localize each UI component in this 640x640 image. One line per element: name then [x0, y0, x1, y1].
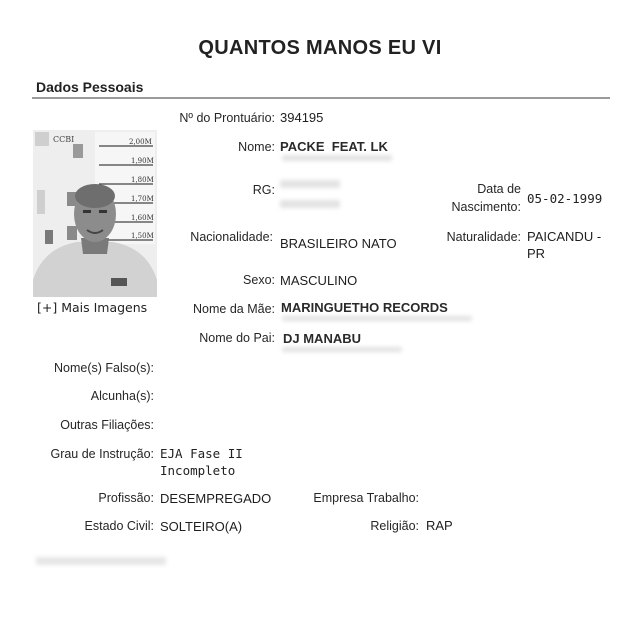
- naturalidade-value: PR: [527, 246, 546, 261]
- religiao-label: Religião:: [370, 519, 419, 533]
- profissao-value: DESEMPREGADO: [160, 491, 272, 506]
- naturalidade-value: PAICANDU -: [527, 229, 602, 244]
- grau-instrucao-label: Grau de Instrução:: [50, 447, 154, 461]
- scale-mark: 1,50M: [131, 232, 154, 240]
- nome-pai-value: DJ MANABU: [283, 331, 361, 346]
- estado-civil-value: SOLTEIRO(A): [160, 519, 243, 534]
- redacted-text: [282, 316, 472, 321]
- scale-mark: 1,80M: [131, 176, 154, 184]
- outras-filiacoes-label: Outras Filiações:: [60, 418, 154, 432]
- prontuario-label: Nº do Prontuário:: [179, 111, 275, 125]
- nome-value: PACKE FEAT. LK: [280, 139, 388, 154]
- nome-pai-label: Nome do Pai:: [199, 331, 275, 345]
- redacted-rg: [280, 200, 340, 208]
- religiao-value: RAP: [426, 518, 453, 533]
- scale-mark: 1,60M: [131, 214, 154, 222]
- empresa-trabalho-label: Empresa Trabalho:: [313, 491, 419, 505]
- redacted-rg: [280, 180, 340, 188]
- nacionalidade-label: Nacionalidade:: [190, 230, 273, 244]
- estado-civil-label: Estado Civil:: [84, 519, 154, 533]
- sexo-value: MASCULINO: [280, 273, 358, 288]
- nome-mae-label: Nome da Mãe:: [193, 302, 275, 316]
- more-images-link[interactable]: [+] Mais Imagens: [37, 300, 148, 315]
- alcunha-label: Alcunha(s):: [90, 389, 154, 403]
- nome-label: Nome:: [238, 140, 275, 154]
- prontuario-value: 394195: [280, 110, 324, 125]
- nomes-falsos-label: Nome(s) Falso(s):: [53, 361, 154, 375]
- redacted-text: [282, 347, 402, 352]
- section-title: Dados Pessoais: [36, 79, 144, 95]
- cropped-row: [36, 557, 166, 565]
- mugshot-photo[interactable]: [33, 130, 157, 297]
- nacionalidade-value: BRASILEIRO NATO: [280, 236, 397, 251]
- scale-mark: 1,70M: [131, 195, 154, 203]
- data-nascimento-label: Nascimento:: [451, 200, 521, 214]
- grau-instrucao-value: EJA Fase II: [160, 446, 243, 461]
- nome-mae-value: MARINGUETHO RECORDS: [281, 300, 448, 315]
- section-divider: [32, 97, 610, 99]
- redacted-text: [282, 155, 392, 161]
- scale-mark: 1,90M: [131, 157, 154, 165]
- naturalidade-label: Naturalidade:: [446, 230, 521, 244]
- profissao-label: Profissão:: [98, 491, 154, 505]
- scale-mark: 2,00M: [129, 138, 152, 146]
- data-nascimento-label: Data de: [477, 182, 521, 196]
- grau-instrucao-value: Incompleto: [160, 463, 236, 478]
- board-text: CCBI: [53, 135, 75, 144]
- rg-label: RG:: [252, 183, 275, 197]
- sexo-label: Sexo:: [243, 273, 275, 287]
- page-title: QUANTOS MANOS EU VI: [198, 37, 442, 59]
- data-nascimento-value: 05-02-1999: [527, 191, 603, 206]
